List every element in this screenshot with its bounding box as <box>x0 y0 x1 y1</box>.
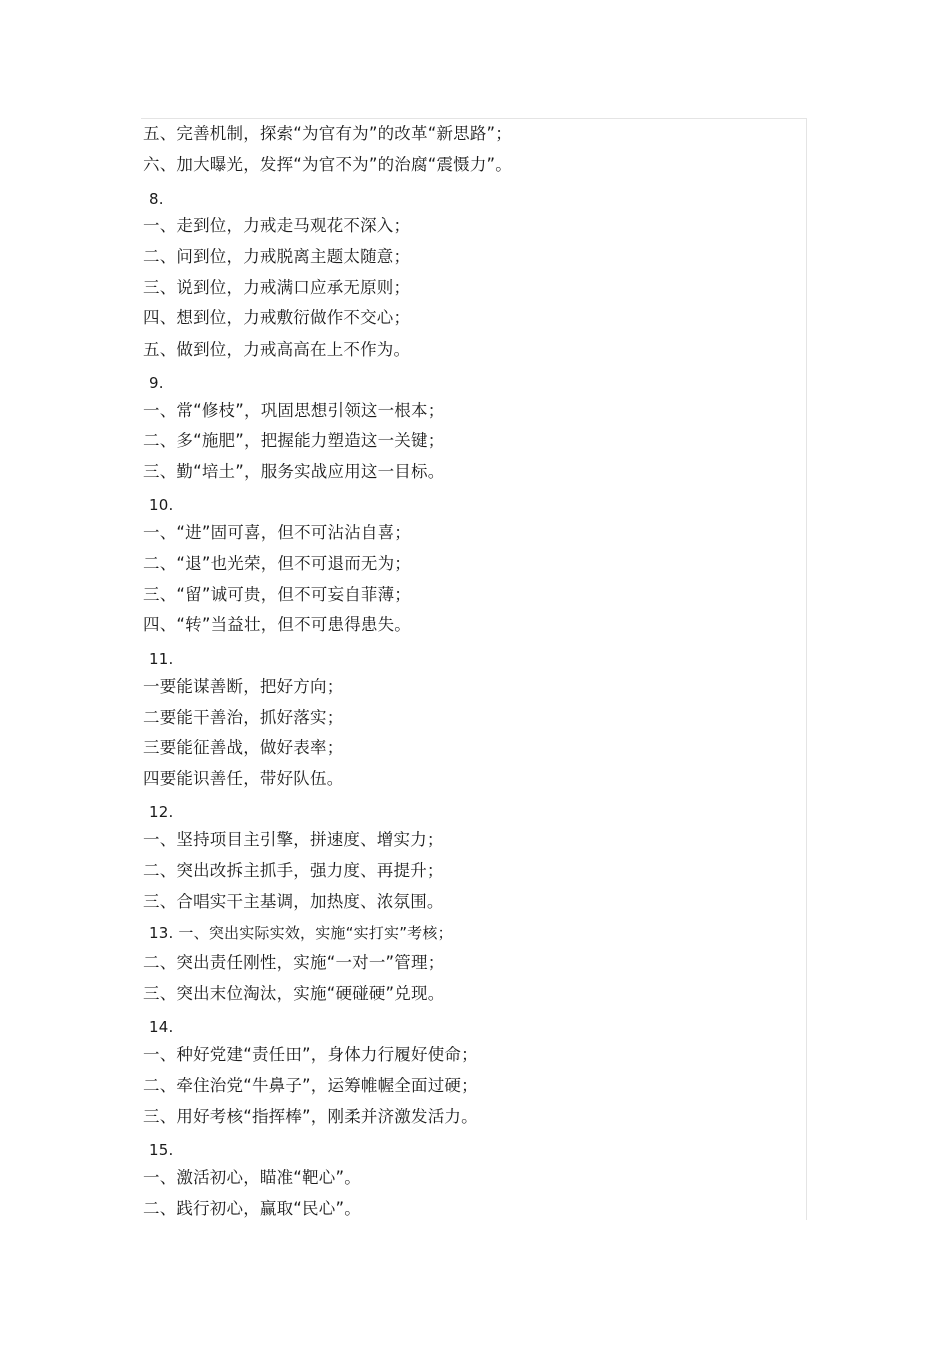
section-number: 15. <box>149 1141 174 1159</box>
text-line: 一、走到位，力戒走马观花不深入； <box>143 216 411 235</box>
text-line: 一、种好党建“责任田”，身体力行履好使命； <box>143 1045 478 1064</box>
section-number: 8. <box>149 190 164 208</box>
text-line: 二、问到位，力戒脱离主题太随意； <box>143 247 411 266</box>
text-line: 三、合唱实干主基调，加热度、浓氛围。 <box>143 892 444 911</box>
text-line: 一要能谋善断，把好方向； <box>143 677 344 696</box>
text-line: 二、多“施肥”，把握能力塑造这一关键； <box>143 431 445 450</box>
text-line: 二、突出改拆主抓手，强力度、再提升； <box>143 861 444 880</box>
section-number: 12. <box>149 803 174 821</box>
section-number: 13. 一、突出实际实效，实施“实打实”考核； <box>149 924 453 942</box>
text-line: 二、突出责任刚性，实施“一对一”管理； <box>143 953 445 972</box>
text-line: 二、牵住治党“牛鼻子”，运筹帷幄全面过硬； <box>143 1076 478 1095</box>
text-line: 三要能征善战，做好表率； <box>143 738 344 757</box>
text-line: 三、勤“培土”，服务实战应用这一目标。 <box>143 462 445 481</box>
section-number: 9. <box>149 374 164 392</box>
text-line: 四要能识善任，带好队伍。 <box>143 769 344 788</box>
section-number: 14. <box>149 1018 174 1036</box>
text-line: 三、“留”诚可贵，但不可妄自菲薄； <box>143 585 411 604</box>
text-line: 五、做到位，力戒高高在上不作为。 <box>143 340 411 359</box>
text-line: 二要能干善治，抓好落实； <box>143 708 344 727</box>
text-line: 四、想到位，力戒敷衍做作不交心； <box>143 308 411 327</box>
text-line: 三、用好考核“指挥棒”，刚柔并济激发活力。 <box>143 1107 478 1126</box>
text-line: 五、完善机制，探索“为官有为”的改革“新思路”； <box>143 124 512 143</box>
text-line: 二、“退”也光荣，但不可退而无为； <box>143 554 411 573</box>
text-line: 四、“转”当益壮，但不可患得患失。 <box>143 615 411 634</box>
text-line: 一、坚持项目主引擎，拼速度、增实力； <box>143 830 444 849</box>
text-line: 一、激活初心，瞄准“靶心”。 <box>143 1168 361 1187</box>
text-line: 一、常“修枝”，巩固思想引领这一根本； <box>143 401 445 420</box>
section-number: 11. <box>149 650 174 668</box>
text-line: 二、践行初心，赢取“民心”。 <box>143 1199 361 1218</box>
section-number: 10. <box>149 496 174 514</box>
text-line: 三、突出末位淘汰，实施“硬碰硬”兑现。 <box>143 984 445 1003</box>
text-line: 三、说到位，力戒满口应承无原则； <box>143 278 411 297</box>
text-line: 一、“进”固可喜，但不可沾沾自喜； <box>143 523 411 542</box>
text-line: 六、加大曝光，发挥“为官不为”的治腐“震慑力”。 <box>143 155 512 174</box>
